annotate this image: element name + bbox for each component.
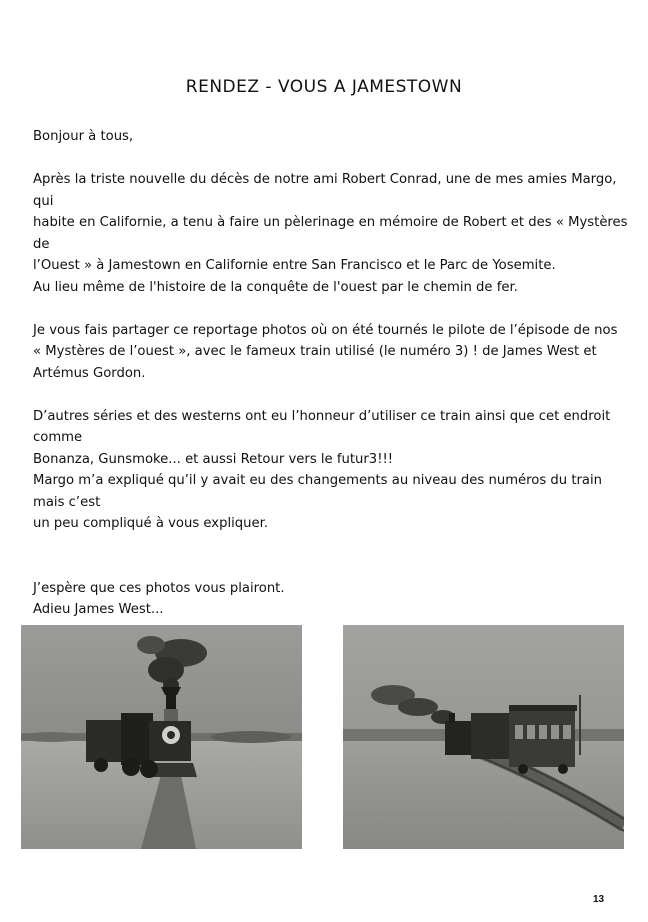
closing-line: Adieu James West... xyxy=(33,602,164,617)
paragraph-line: « Mystères de l’ouest », avec le fameux train utilisé (le numéro 3) ! de James West et xyxy=(33,344,597,359)
page-number: 13 xyxy=(593,894,605,905)
paragraph-line: Après la triste nouvelle du décès de notre ami Robert Conrad, une de mes amies Margo, qui xyxy=(33,172,617,209)
paragraph-line: D’autres séries et des westerns ont eu l’honneur d’utiliser ce train ainsi que cet endroit comme xyxy=(33,408,611,445)
closing-line: J’espère que ces photos vous plairont. xyxy=(33,580,285,596)
paragraph-line: Je vous fais partager ce reportage photos où on été tournés le pilote de l’épisode de nos xyxy=(33,322,618,338)
greeting: Bonjour à tous, xyxy=(33,129,134,144)
paragraph-line: un peu compliqué à vous expliquer. xyxy=(33,516,269,531)
paragraph-line: habite en Californie, a tenu à faire un pèlerinage en mémoire de Robert et des « Mystères de xyxy=(33,215,628,252)
page-title: RENDEZ - VOUS A JAMESTOWN xyxy=(185,77,463,97)
train-photo-left xyxy=(21,625,302,849)
paragraph-line: l’Ouest » à Jamestown en Californie entre San Francisco et le Parc de Yosemite. xyxy=(33,258,556,273)
paragraph-line: Artémus Gordon. xyxy=(33,365,146,381)
paragraph-line: Au lieu même de l'histoire de la conquête de l'ouest par le chemin de fer. xyxy=(33,279,518,295)
train-photo-right xyxy=(343,625,624,849)
paragraph-line: Bonanza, Gunsmoke... et aussi Retour vers le futur3!!! xyxy=(33,451,394,467)
letter-body xyxy=(33,126,633,685)
paragraph-line: Margo m’a expliqué qu’il y avait eu des changements au niveau des numéros du train mais c’est xyxy=(33,473,603,510)
